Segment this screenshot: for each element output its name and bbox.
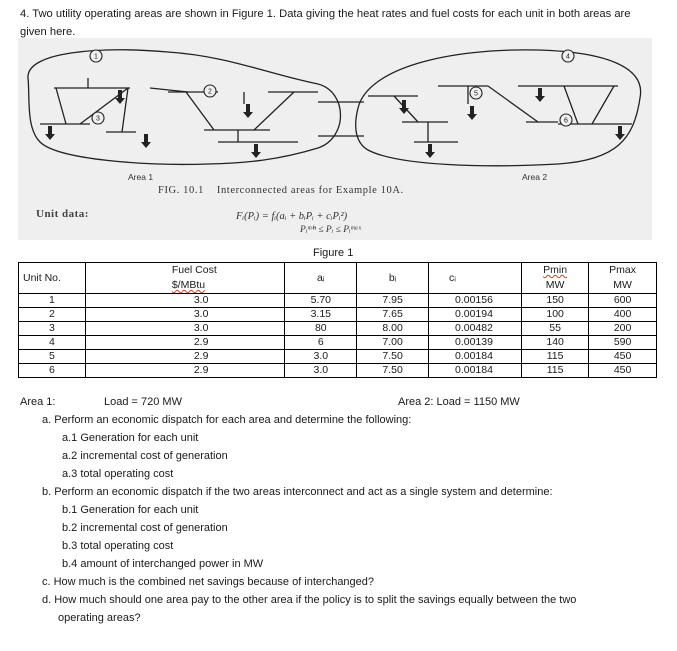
cell-a: 3.0 [285, 364, 357, 378]
part-a2: a.2 incremental cost of generation [62, 450, 228, 462]
table-row [19, 294, 657, 308]
unit-label-4: 4 [566, 53, 570, 61]
part-d-continued: operating areas? [58, 612, 141, 624]
area2-load: Area 2: Load = 1150 MW [398, 396, 520, 408]
network-diagram [18, 38, 652, 240]
cell-unit: 6 [19, 364, 86, 378]
figure-caption [158, 185, 404, 196]
header-unit-no: Unit No. [19, 263, 86, 294]
limit-formula: Pᵢᵐⁱⁿ ≤ Pᵢ ≤ Pᵢᵐᵃˣ [300, 225, 361, 235]
cell-pmin: 100 [522, 308, 589, 322]
part-a1: a.1 Generation for each unit [62, 432, 199, 444]
cell-b: 8.00 [357, 322, 429, 336]
cell-unit: 3 [19, 322, 86, 336]
area1-load: Load = 720 MW [104, 396, 182, 408]
header-pmin [522, 263, 589, 279]
header-b: bᵢ [357, 263, 429, 294]
unit-label-5: 5 [474, 90, 478, 98]
cell-a: 3.15 [285, 308, 357, 322]
cell-fuel: 2.9 [85, 364, 285, 378]
unit-label-3: 3 [96, 115, 100, 123]
cell-a: 3.0 [285, 350, 357, 364]
part-c: c. How much is the combined net savings because of interchanged? [42, 576, 375, 588]
part-b1: b.1 Generation for each unit [62, 504, 199, 516]
cell-a: 80 [285, 322, 357, 336]
figure-caption-number: FIG. 10.1 [158, 185, 204, 196]
table-row [19, 322, 657, 336]
unit-data-label: Unit data: [36, 208, 89, 220]
table-row [19, 308, 657, 322]
header-pmax: Pmax [589, 263, 657, 279]
unit-data-table [18, 262, 657, 378]
table-row [19, 350, 657, 364]
cell-c: 0.00156 [429, 294, 522, 308]
cell-b: 7.50 [357, 350, 429, 364]
cell-unit: 2 [19, 308, 86, 322]
cell-fuel: 3.0 [85, 294, 285, 308]
figure-title: Figure 1 [313, 247, 354, 259]
header-pmax-unit: MW [589, 278, 657, 294]
part-a3: a.3 total operating cost [62, 468, 174, 480]
header-pmin-unit: MW [522, 278, 589, 294]
header-fuel-cost: Fuel Cost [85, 263, 285, 279]
unit-label-6: 6 [564, 117, 568, 125]
cell-fuel: 3.0 [85, 308, 285, 322]
cell-c: 0.00139 [429, 336, 522, 350]
area2-label: Area 2 [522, 172, 548, 182]
cell-pmax: 200 [589, 322, 657, 336]
table-header-row [19, 263, 657, 279]
cell-b: 7.65 [357, 308, 429, 322]
part-a: a. Perform an economic dispatch for each area and determine the following: [42, 414, 412, 426]
part-b2: b.2 incremental cost of generation [62, 522, 228, 534]
cell-b: 7.00 [357, 336, 429, 350]
cell-c: 0.00194 [429, 308, 522, 322]
cell-fuel: 2.9 [85, 350, 285, 364]
cell-fuel: 2.9 [85, 336, 285, 350]
cell-pmax: 590 [589, 336, 657, 350]
cell-pmax: 450 [589, 350, 657, 364]
unit-label-1: 1 [94, 53, 98, 61]
cell-a: 5.70 [285, 294, 357, 308]
cell-b: 7.95 [357, 294, 429, 308]
cell-pmax: 600 [589, 294, 657, 308]
cell-fuel: 3.0 [85, 322, 285, 336]
cell-unit: 4 [19, 336, 86, 350]
header-pmin-text: Pmin [543, 264, 568, 276]
cell-unit: 1 [19, 294, 86, 308]
header-fuel-unit [85, 278, 285, 294]
part-d: d. How much should one area pay to the other area if the policy is to split the savings equally between the two [42, 594, 577, 606]
header-c: cᵢ [429, 263, 522, 294]
figure-image [18, 38, 652, 240]
cell-b: 7.50 [357, 364, 429, 378]
cell-c: 0.00482 [429, 322, 522, 336]
cell-pmin: 55 [522, 322, 589, 336]
cell-c: 0.00184 [429, 364, 522, 378]
cell-pmin: 150 [522, 294, 589, 308]
question-text: 4. Two utility operating areas are shown in Figure 1. Data giving the heat rates and fuel costs for each unit in both areas are given here. [20, 8, 631, 38]
part-b: b. Perform an economic dispatch if the two areas interconnect and act as a single system and determine: [42, 486, 553, 498]
cell-pmax: 450 [589, 364, 657, 378]
part-b4: b.4 amount of interchanged power in MW [62, 558, 264, 570]
cost-formula: Fᵢ(Pᵢ) = fᵢ(aᵢ + bᵢPᵢ + cᵢPᵢ²) [236, 211, 348, 222]
figure-caption-text: Interconnected areas for Example 10A. [216, 185, 404, 196]
cell-c: 0.00184 [429, 350, 522, 364]
area1-load-label: Area 1: [20, 396, 56, 408]
table-row [19, 336, 657, 350]
cell-pmax: 400 [589, 308, 657, 322]
header-a: aᵢ [285, 263, 357, 294]
cell-a: 6 [285, 336, 357, 350]
cell-unit: 5 [19, 350, 86, 364]
area1-label: Area 1 [128, 172, 154, 182]
cell-pmin: 115 [522, 364, 589, 378]
header-fuel-unit-text: $/MBtu [171, 279, 206, 291]
cell-pmin: 115 [522, 350, 589, 364]
table-row [19, 364, 657, 378]
unit-label-2: 2 [208, 88, 212, 96]
cell-pmin: 140 [522, 336, 589, 350]
part-b3: b.3 total operating cost [62, 540, 174, 552]
